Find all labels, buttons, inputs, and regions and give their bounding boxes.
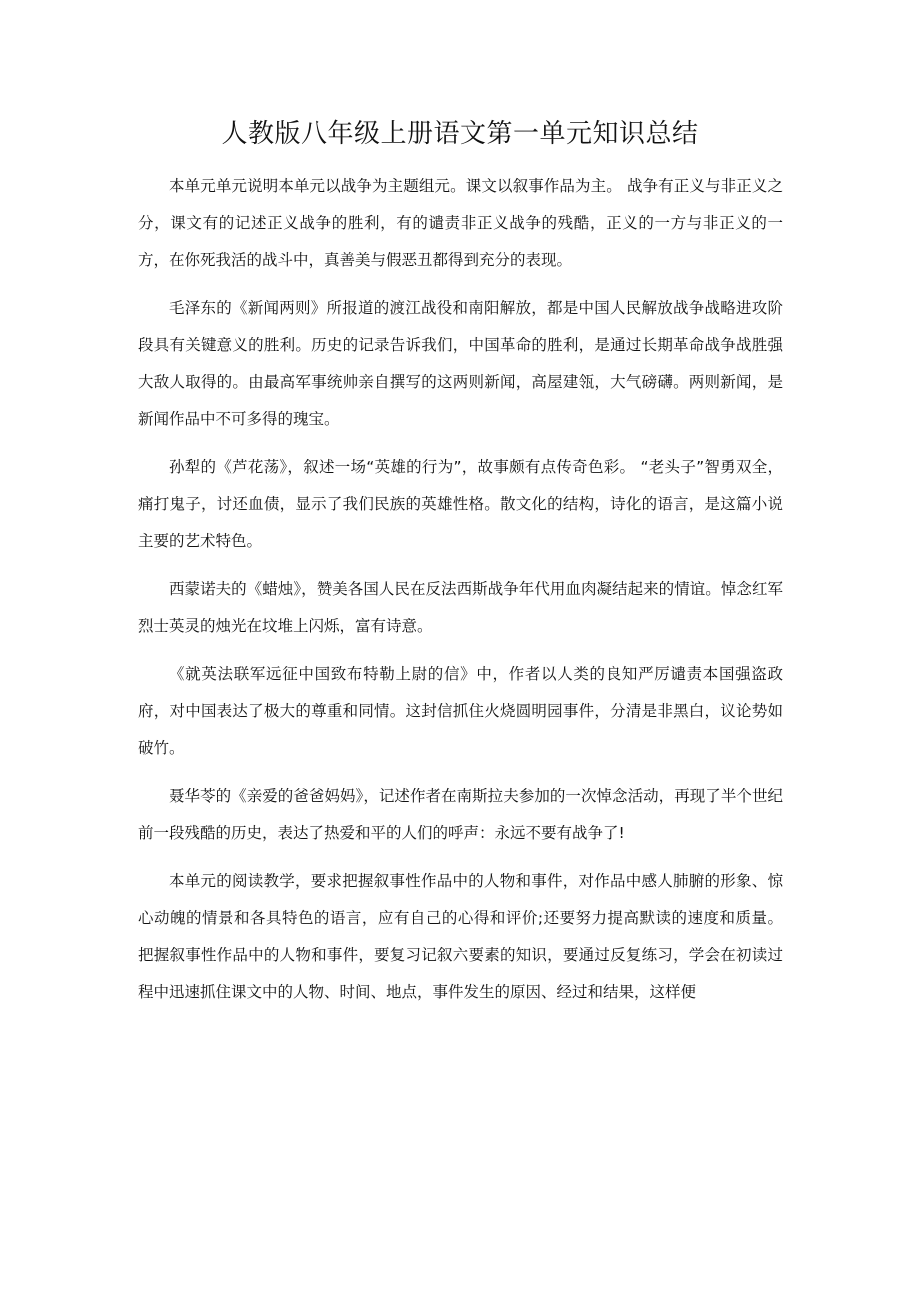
paragraph-reading-teaching: 本单元的阅读教学，要求把握叙事性作品中的人物和事件，对作品中感人肺腑的形象、惊心动魄的情景和各具特色的语言，应有自己的心得和评价;还要努力提高默读的速度和质量。 把握叙事性作品中的人物和事件，要复习记叙六要素的知识，要通过反复练习，学会在初读过程中迅速抓住课文中的人物、时间、地点，事件发生的原因、经过和结果，这样便	[138, 872, 783, 1001]
paragraph-unit-intro: 本单元单元说明本单元以战争为主题组元。课文以叙事作品为主。 战争有正义与非正义之分，课文有的记述正义战争的胜利，有的谴责非正义战争的残酷，正义的一方与非正义的一方，在你死我活的战斗中，真善美与假恶丑都得到充分的表现。	[138, 177, 783, 269]
paragraph-news-two: 毛泽东的《新闻两则》所报道的渡江战役和南阳解放，都是中国人民解放战争战略进攻阶段具有关键意义的胜利。历史的记录告诉我们，中国革命的胜利，是通过长期革命战争战胜强大敌人取得的。由最高军事统帅亲自撰写的这两则新闻，高屋建瓴，大气磅礴。两则新闻，是新闻作品中不可多得的瑰宝。	[138, 299, 783, 428]
paragraph-candle: 西蒙诺夫的《蜡烛》，赞美各国人民在反法西斯战争年代用血肉凝结起来的情谊。悼念红军烈士英灵的烛光在坟堆上闪烁，富有诗意。	[138, 580, 783, 635]
document-title: 人教版八年级上册语文第一单元知识总结	[221, 119, 699, 149]
document-body	[138, 168, 783, 1022]
paragraph-luhuadang: 孙犁的《芦花荡》，叙述一场“英雄的行为”，故事颇有点传奇色彩。 “老头子”智勇双全，痛打鬼子，讨还血债，显示了我们民族的英雄性格。散文化的结构，诗化的语言，是这篇小说主要的艺术特色。	[138, 458, 783, 550]
paragraph-dear-parents: 聂华苓的《亲爱的爸爸妈妈》，记述作者在南斯拉夫参加的一次悼念活动，再现了半个世纪前一段残酷的历史，表达了热爱和平的人们的呼声：永远不要有战争了!	[138, 787, 783, 842]
paragraph-letter: 《就英法联军远征中国致布特勒上尉的信》中，作者以人类的良知严厉谴责本国强盗政府，对中国表达了极大的尊重和同情。这封信抓住火烧圆明园事件，分清是非黑白，议论势如破竹。	[138, 665, 783, 757]
